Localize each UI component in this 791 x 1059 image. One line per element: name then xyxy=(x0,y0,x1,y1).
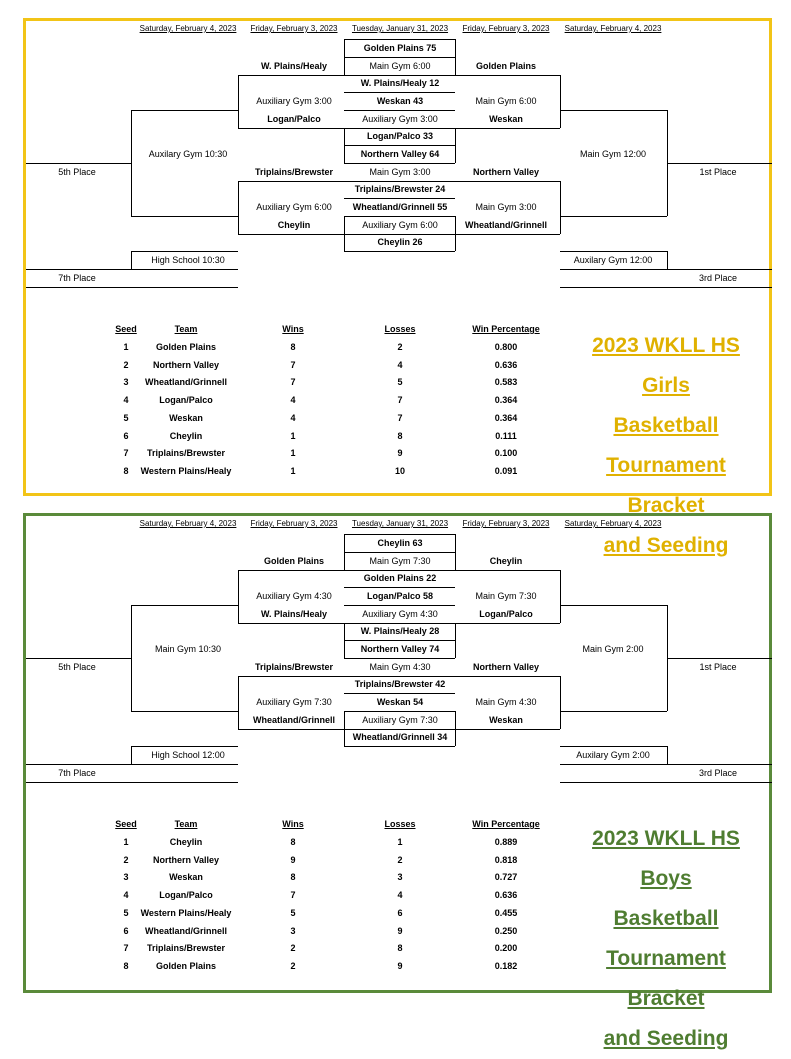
date-header: Tuesday, January 31, 2023 xyxy=(351,519,449,528)
seed-cell-wins: 8 xyxy=(290,872,296,883)
bracket-line xyxy=(344,676,455,677)
bracket-label-r2: Main Gym 7:30 xyxy=(475,591,537,601)
bracket-label-l4: Triplains/Brewster xyxy=(254,167,334,177)
seed-cell-wins: 1 xyxy=(290,448,296,459)
bracket-label-gf2: Main Gym 6:00 xyxy=(369,61,431,71)
bracket-line xyxy=(667,746,668,764)
bracket-label-r6: Wheatland/Grinnell xyxy=(464,220,548,230)
bracket-line xyxy=(344,75,455,76)
bracket-line xyxy=(560,746,667,747)
bracket-label-gf10: Wheatland/Grinnell 55 xyxy=(352,202,448,212)
boys-bracket-panel xyxy=(23,513,772,1050)
bracket-label-gf10: Weskan 54 xyxy=(376,697,424,707)
date-header: Tuesday, January 31, 2023 xyxy=(351,24,449,33)
bracket-label-gf3: Golden Plains 22 xyxy=(363,573,437,583)
bracket-label-r5: Main Gym 4:30 xyxy=(475,697,537,707)
seed-cell-team: Triplains/Brewster xyxy=(146,448,226,459)
bracket-label-gf8: Main Gym 3:00 xyxy=(369,167,431,177)
date-header: Friday, February 3, 2023 xyxy=(250,519,338,528)
seed-cell-seed: 5 xyxy=(123,412,129,423)
bracket-line xyxy=(131,110,238,111)
bracket-line xyxy=(344,605,455,606)
seed-cell-team: Northern Valley xyxy=(152,359,220,370)
seed-cell-wins: 9 xyxy=(290,854,296,865)
bracket-line xyxy=(238,234,344,235)
date-header: Saturday, February 4, 2023 xyxy=(564,24,662,33)
seed-cell-seed: 4 xyxy=(123,890,129,901)
tournament-title-line: Basketball xyxy=(613,414,719,437)
bracket-label-gf9: Triplains/Brewster 24 xyxy=(354,184,446,194)
seed-cell-losses: 4 xyxy=(397,890,403,901)
bracket-line xyxy=(455,181,560,182)
bracket-line xyxy=(344,163,455,164)
bracket-line xyxy=(455,534,456,570)
bracket-line xyxy=(238,75,344,76)
bracket-label-rcons: Auxilary Gym 12:00 xyxy=(573,255,653,265)
bracket-label-rcons: Auxilary Gym 2:00 xyxy=(576,750,650,760)
bracket-label-gf6: Logan/Palco 33 xyxy=(366,131,434,141)
bracket-label-l5: Auxiliary Gym 6:00 xyxy=(256,202,332,212)
seed-cell-seed: 3 xyxy=(123,377,129,388)
seed-cell-losses: 10 xyxy=(394,465,406,476)
seed-cell-wins: 8 xyxy=(290,342,296,352)
bracket-label-l5: Auxiliary Gym 7:30 xyxy=(256,697,332,707)
seed-cell-losses: 4 xyxy=(397,359,403,370)
bracket-line xyxy=(238,181,239,234)
bracket-label-gf3: W. Plains/Healy 12 xyxy=(360,78,440,88)
table-header-wins: Wins xyxy=(282,819,304,829)
seed-cell-seed: 7 xyxy=(123,943,129,954)
bracket-line xyxy=(455,234,560,235)
bracket-line xyxy=(455,128,456,145)
bracket-line xyxy=(344,145,455,146)
bracket-line xyxy=(344,57,455,58)
bracket-label-gf12: Cheylin 26 xyxy=(377,237,423,247)
seed-cell-team: Golden Plains xyxy=(155,342,217,352)
seed-cell-losses: 1 xyxy=(397,837,403,847)
bracket-label-r4: Northern Valley xyxy=(472,662,540,672)
bracket-line xyxy=(344,216,455,217)
seed-cell-wins: 3 xyxy=(290,925,296,936)
seed-cell-wins: 1 xyxy=(290,465,296,476)
bracket-line xyxy=(344,198,455,199)
bracket-line xyxy=(344,216,345,251)
seed-cell-team: Western Plains/Healy xyxy=(140,465,232,476)
bracket-line xyxy=(667,251,668,269)
bracket-line xyxy=(667,658,772,659)
seed-cell-losses: 5 xyxy=(397,377,403,388)
date-header: Saturday, February 4, 2023 xyxy=(564,519,662,528)
bracket-line xyxy=(344,534,455,535)
bracket-line xyxy=(344,587,455,588)
bracket-label-r1: Golden Plains xyxy=(475,61,537,71)
bracket-label-gf11: Auxiliary Gym 6:00 xyxy=(362,220,438,230)
bracket-line xyxy=(560,605,667,606)
bracket-label-l6: Cheylin xyxy=(277,220,311,230)
bracket-label-r5: Main Gym 3:00 xyxy=(475,202,537,212)
seed-cell-team: Northern Valley xyxy=(152,854,220,865)
bracket-label-l6: Wheatland/Grinnell xyxy=(252,715,336,725)
tournament-title-line: Tournament Bracket xyxy=(606,947,726,1010)
bracket-label-r2: Main Gym 6:00 xyxy=(475,96,537,106)
bracket-line xyxy=(344,640,345,658)
bracket-line xyxy=(344,181,455,182)
bracket-line xyxy=(344,92,455,93)
seed-cell-seed: 4 xyxy=(123,395,129,406)
date-header: Saturday, February 4, 2023 xyxy=(139,24,237,33)
seed-cell-losses: 2 xyxy=(397,342,403,352)
seed-cell-losses: 2 xyxy=(397,854,403,865)
seed-cell-team: Wheatland/Grinnell xyxy=(144,925,228,936)
bracket-line xyxy=(667,163,772,164)
seed-cell-wins: 5 xyxy=(290,907,296,918)
bracket-line xyxy=(238,181,344,182)
tournament-title xyxy=(571,819,761,1059)
table-header-seed: Seed xyxy=(115,819,137,829)
seed-cell-wins: 8 xyxy=(290,837,296,847)
table-header-losses: Losses xyxy=(384,819,416,829)
bracket-line xyxy=(344,128,345,145)
bracket-line xyxy=(344,110,455,111)
seed-cell-pct: 0.182 xyxy=(494,960,518,971)
bracket-line xyxy=(344,39,345,75)
tournament-title-line: Tournament Bracket xyxy=(606,454,726,517)
seed-cell-wins: 7 xyxy=(290,890,296,901)
seed-cell-pct: 0.818 xyxy=(494,854,518,865)
tournament-title-line: and Seeding xyxy=(603,534,729,557)
date-header: Friday, February 3, 2023 xyxy=(462,24,550,33)
table-header-seed: Seed xyxy=(115,324,137,334)
bracket-label-gf4: Logan/Palco 58 xyxy=(366,591,434,601)
bracket-line xyxy=(455,75,560,76)
seed-cell-wins: 7 xyxy=(290,377,296,388)
seed-cell-seed: 3 xyxy=(123,872,129,883)
bracket-line xyxy=(455,570,560,571)
bracket-line xyxy=(26,764,238,765)
bracket-line xyxy=(344,570,455,571)
tournament-title-line: 2023 WKLL HS Girls xyxy=(592,334,740,397)
bracket-label-gf1: Golden Plains 75 xyxy=(363,43,437,53)
bracket-label-gf9: Triplains/Brewster 42 xyxy=(354,679,446,689)
bracket-line xyxy=(560,251,667,252)
seed-cell-seed: 8 xyxy=(123,465,129,476)
seed-cell-wins: 4 xyxy=(290,395,296,406)
bracket-label-first: 1st Place xyxy=(699,167,737,177)
bracket-line xyxy=(26,163,131,164)
bracket-label-rsemi: Main Gym 2:00 xyxy=(582,644,644,654)
bracket-line xyxy=(455,145,456,163)
table-header-wins: Wins xyxy=(282,324,304,334)
seed-cell-seed: 1 xyxy=(123,837,129,847)
seed-cell-losses: 7 xyxy=(397,395,403,406)
seed-cell-pct: 0.364 xyxy=(494,412,518,423)
bracket-label-lcons: High School 12:00 xyxy=(151,750,225,760)
seed-cell-losses: 3 xyxy=(397,872,403,883)
bracket-line xyxy=(455,711,456,746)
seed-cell-losses: 8 xyxy=(397,943,403,954)
seed-cell-wins: 1 xyxy=(290,430,296,441)
bracket-line xyxy=(238,676,344,677)
seed-cell-seed: 7 xyxy=(123,448,129,459)
seed-cell-pct: 0.455 xyxy=(494,907,518,918)
bracket-line xyxy=(131,605,238,606)
bracket-line xyxy=(455,729,560,730)
seed-cell-losses: 8 xyxy=(397,430,403,441)
seed-cell-team: Triplains/Brewster xyxy=(146,943,226,954)
seed-cell-wins: 2 xyxy=(290,943,296,954)
bracket-label-lsemi: Auxilary Gym 10:30 xyxy=(148,149,228,159)
bracket-line xyxy=(26,269,238,270)
bracket-line xyxy=(344,39,455,40)
bracket-line xyxy=(560,287,772,288)
seed-cell-seed: 6 xyxy=(123,430,129,441)
bracket-line xyxy=(238,570,239,623)
bracket-line xyxy=(560,110,667,111)
seed-cell-pct: 0.583 xyxy=(494,377,518,388)
bracket-line xyxy=(560,181,561,234)
date-header: Saturday, February 4, 2023 xyxy=(139,519,237,528)
table-header-losses: Losses xyxy=(384,324,416,334)
bracket-label-gf1: Cheylin 63 xyxy=(377,538,423,548)
bracket-line xyxy=(455,128,560,129)
seed-cell-losses: 9 xyxy=(397,960,403,971)
seed-cell-team: Weskan xyxy=(169,872,203,883)
bracket-line xyxy=(131,110,132,216)
bracket-line xyxy=(131,711,238,712)
bracket-label-l1: Golden Plains xyxy=(263,556,325,566)
bracket-line xyxy=(131,216,238,217)
bracket-line xyxy=(344,251,455,252)
seed-cell-team: Wheatland/Grinnell xyxy=(144,377,228,388)
table-header-team: Team xyxy=(174,819,198,829)
bracket-line xyxy=(344,729,455,730)
bracket-line xyxy=(560,570,561,623)
bracket-label-r3: Logan/Palco xyxy=(479,609,533,619)
bracket-label-l3: Logan/Palco xyxy=(267,114,321,124)
seed-cell-pct: 0.100 xyxy=(494,448,518,459)
bracket-line xyxy=(455,623,456,640)
seed-cell-pct: 0.636 xyxy=(494,359,518,370)
bracket-line xyxy=(344,534,345,570)
bracket-label-l3: W. Plains/Healy xyxy=(260,609,328,619)
bracket-line xyxy=(131,746,238,747)
bracket-label-l4: Triplains/Brewster xyxy=(254,662,334,672)
bracket-line xyxy=(455,623,560,624)
bracket-label-gf5: Auxiliary Gym 4:30 xyxy=(362,609,438,619)
seed-cell-team: Golden Plains xyxy=(155,960,217,971)
seed-cell-losses: 7 xyxy=(397,412,403,423)
seed-cell-seed: 2 xyxy=(123,854,129,865)
bracket-label-gf11: Auxiliary Gym 7:30 xyxy=(362,715,438,725)
bracket-line xyxy=(131,251,238,252)
bracket-line xyxy=(238,570,344,571)
table-header-team: Team xyxy=(174,324,198,334)
seed-cell-seed: 8 xyxy=(123,960,129,971)
bracket-label-r4: Northern Valley xyxy=(472,167,540,177)
bracket-line xyxy=(344,746,455,747)
bracket-label-rsemi: Main Gym 12:00 xyxy=(579,149,647,159)
bracket-label-fifth: 5th Place xyxy=(58,662,96,672)
bracket-label-r3: Weskan xyxy=(489,114,523,124)
tournament-title-line: and Seeding xyxy=(603,1027,729,1050)
bracket-label-first: 1st Place xyxy=(699,662,737,672)
bracket-label-l2: Auxiliary Gym 3:00 xyxy=(256,96,332,106)
seed-cell-losses: 9 xyxy=(397,925,403,936)
bracket-line xyxy=(26,658,131,659)
tournament-title-line: Basketball xyxy=(613,907,719,930)
bracket-label-third: 3rd Place xyxy=(698,273,738,283)
seed-cell-pct: 0.111 xyxy=(495,430,517,441)
bracket-line xyxy=(26,782,238,783)
tournament-title-line: 2023 WKLL HS Boys xyxy=(592,827,740,890)
bracket-label-fifth: 5th Place xyxy=(58,167,96,177)
bracket-line xyxy=(455,676,560,677)
bracket-line xyxy=(344,128,455,129)
seed-cell-team: Cheylin xyxy=(169,837,203,847)
bracket-line xyxy=(455,640,456,658)
bracket-line xyxy=(344,640,455,641)
date-header: Friday, February 3, 2023 xyxy=(462,519,550,528)
bracket-label-gf6: W. Plains/Healy 28 xyxy=(360,626,440,636)
seed-cell-team: Logan/Palco xyxy=(159,890,213,901)
bracket-line xyxy=(238,729,344,730)
date-header: Friday, February 3, 2023 xyxy=(250,24,338,33)
bracket-line xyxy=(455,39,456,75)
bracket-label-lcons: High School 10:30 xyxy=(151,255,225,265)
table-header-pct: Win Percentage xyxy=(472,324,540,334)
bracket-label-l2: Auxiliary Gym 4:30 xyxy=(256,591,332,601)
bracket-line xyxy=(560,782,772,783)
bracket-line xyxy=(560,75,561,128)
bracket-line xyxy=(344,658,455,659)
bracket-line xyxy=(667,605,668,711)
seed-cell-team: Logan/Palco xyxy=(159,395,213,406)
bracket-label-gf7: Northern Valley 64 xyxy=(360,149,440,159)
seed-cell-losses: 9 xyxy=(397,448,403,459)
bracket-label-seventh: 7th Place xyxy=(58,768,96,778)
bracket-line xyxy=(344,711,345,746)
bracket-line xyxy=(667,110,668,216)
bracket-line xyxy=(344,623,455,624)
bracket-line xyxy=(560,676,561,729)
seed-cell-team: Western Plains/Healy xyxy=(140,907,232,918)
seed-cell-seed: 1 xyxy=(123,342,129,352)
bracket-label-l1: W. Plains/Healy xyxy=(260,61,328,71)
seed-cell-pct: 0.889 xyxy=(494,837,518,847)
seed-cell-pct: 0.800 xyxy=(494,342,518,352)
bracket-label-gf2: Main Gym 7:30 xyxy=(369,556,431,566)
bracket-label-seventh: 7th Place xyxy=(58,273,96,283)
bracket-line xyxy=(131,251,132,269)
bracket-line xyxy=(344,711,455,712)
seed-cell-pct: 0.091 xyxy=(494,465,518,476)
bracket-line xyxy=(344,552,455,553)
bracket-line xyxy=(238,128,344,129)
seed-cell-pct: 0.364 xyxy=(494,395,518,406)
bracket-line xyxy=(344,693,455,694)
seed-cell-team: Cheylin xyxy=(169,430,203,441)
seed-cell-wins: 2 xyxy=(290,960,296,971)
bracket-line xyxy=(344,145,345,163)
bracket-label-gf7: Northern Valley 74 xyxy=(360,644,440,654)
bracket-label-gf5: Auxiliary Gym 3:00 xyxy=(362,114,438,124)
bracket-label-gf4: Weskan 43 xyxy=(376,96,424,106)
bracket-line xyxy=(131,605,132,711)
bracket-line xyxy=(455,216,456,251)
seed-cell-losses: 6 xyxy=(397,907,403,918)
bracket-line xyxy=(344,234,455,235)
bracket-label-r6: Weskan xyxy=(489,715,523,725)
bracket-line xyxy=(344,623,345,640)
bracket-label-gf12: Wheatland/Grinnell 34 xyxy=(352,732,448,742)
bracket-line xyxy=(560,216,667,217)
bracket-line xyxy=(238,623,344,624)
bracket-line xyxy=(560,764,772,765)
bracket-line xyxy=(560,269,772,270)
bracket-line xyxy=(238,75,239,128)
seed-cell-seed: 5 xyxy=(123,907,129,918)
seed-cell-team: Weskan xyxy=(169,412,203,423)
bracket-label-gf8: Main Gym 4:30 xyxy=(369,662,431,672)
seed-cell-wins: 7 xyxy=(290,359,296,370)
bracket-label-third: 3rd Place xyxy=(698,768,738,778)
seed-cell-pct: 0.727 xyxy=(494,872,518,883)
seed-cell-seed: 2 xyxy=(123,359,129,370)
bracket-label-lsemi: Main Gym 10:30 xyxy=(154,644,222,654)
bracket-label-r1: Cheylin xyxy=(489,556,523,566)
bracket-line xyxy=(26,287,238,288)
bracket-line xyxy=(131,746,132,764)
bracket-line xyxy=(238,676,239,729)
seed-cell-pct: 0.250 xyxy=(494,925,518,936)
seed-cell-seed: 6 xyxy=(123,925,129,936)
seed-cell-pct: 0.636 xyxy=(494,890,518,901)
table-header-pct: Win Percentage xyxy=(472,819,540,829)
seed-cell-wins: 4 xyxy=(290,412,296,423)
bracket-line xyxy=(560,711,667,712)
seed-cell-pct: 0.200 xyxy=(494,943,518,954)
